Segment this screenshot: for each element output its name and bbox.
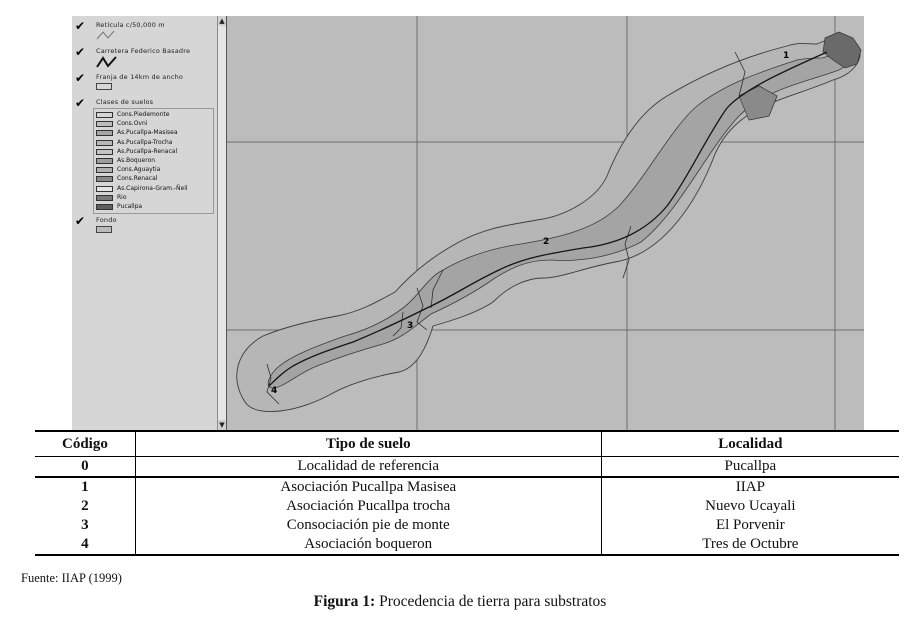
legend-scrollbar[interactable] [217, 16, 227, 430]
soil-class-item [96, 111, 216, 119]
cell-soil-type: Asociación Pucallpa trocha [135, 497, 601, 516]
soil-class-swatch [96, 140, 113, 146]
soil-class-item [96, 120, 216, 128]
cell-soil-type: Consociación pie de monte [135, 516, 601, 535]
soil-class-item [96, 139, 216, 147]
soil-class-swatch [96, 195, 113, 201]
cell-locality: IIAP [735, 479, 765, 495]
soil-class-item [96, 157, 216, 165]
cell-locality: El Porvenir [715, 517, 785, 533]
layer-name: Clases de suelos [96, 98, 154, 106]
soil-class-label: As.Boqueron [117, 157, 156, 164]
soil-class-swatch [96, 112, 113, 118]
layer-visibility-checkbox[interactable]: ✔ [75, 214, 86, 228]
figure-caption [0, 593, 920, 611]
scroll-up-arrow-icon[interactable]: ▲ [219, 17, 225, 25]
soil-class-label: As.Pucallpa-Masisea [117, 129, 178, 137]
table-header-row [35, 431, 899, 457]
layer-visibility-checkbox[interactable]: ✔ [75, 96, 86, 110]
gis-map-window [72, 16, 864, 430]
figure-label: Figura 1: [313, 593, 376, 610]
cell-soil-type: Asociación Pucallpa Masisea [135, 477, 601, 497]
road-line-symbol-icon [96, 56, 118, 68]
table-row [35, 516, 899, 535]
layer-name: Carretera Federico Basadre [96, 47, 191, 55]
layer-name: Franja de 14km de ancho [96, 73, 184, 81]
buffer-polygon-symbol-icon [96, 83, 112, 90]
map-canvas[interactable] [227, 16, 864, 430]
table-row [35, 535, 899, 555]
site-label-4: 4 [271, 386, 278, 396]
soil-class-swatch [96, 204, 113, 210]
soil-class-swatch [96, 149, 113, 155]
soil-class-label: Rio [117, 193, 127, 201]
table-row [35, 497, 899, 516]
soil-class-swatch [96, 176, 113, 182]
column-header-soil-type: Tipo de suelo [135, 431, 601, 457]
site-label-3: 3 [407, 321, 414, 331]
soil-class-swatch [96, 167, 113, 173]
cell-code: 4 [35, 535, 135, 555]
map-drawing [227, 16, 864, 430]
column-header-locality: Localidad [601, 431, 899, 457]
cell-soil-type: Localidad de referencia [135, 457, 601, 478]
cell-code: 2 [35, 497, 135, 516]
soil-class-item [96, 175, 216, 183]
soil-class-label: Cons.Aguaytia [117, 166, 161, 174]
soil-class-label: Cons.Piedemonte [117, 111, 170, 118]
layer-name: Fondo [96, 216, 117, 224]
layer-legend-panel [72, 16, 217, 430]
cell-locality: Nuevo Ucayali [705, 498, 796, 514]
soil-class-swatch [96, 158, 113, 164]
cell-code: 3 [35, 516, 135, 535]
figure-caption-text: Procedencia de tierra para substratos [375, 593, 607, 610]
soil-class-item [96, 203, 216, 211]
soil-class-label: Cons.Ovni [117, 120, 148, 128]
layer-visibility-checkbox[interactable]: ✔ [75, 71, 86, 85]
soil-class-label: Pucallpa [117, 203, 143, 210]
layer-visibility-checkbox[interactable]: ✔ [75, 19, 86, 33]
background-polygon-symbol-icon [96, 226, 112, 233]
soil-class-swatch [96, 186, 113, 192]
table-row-reference [35, 457, 899, 478]
table-row [35, 477, 899, 497]
soil-class-label: As.Capirona-Gram.-Ñeil [117, 184, 188, 192]
soil-class-item [96, 129, 216, 137]
soil-class-label: As.Pucallpa-Trocha [117, 138, 173, 146]
column-header-code: Código [35, 431, 135, 457]
soil-class-label: As.Pucallpa-Renacal [117, 147, 178, 155]
soil-class-item [96, 194, 216, 202]
soil-locality-table [35, 430, 899, 556]
cell-soil-type: Asociación boqueron [135, 535, 601, 555]
soil-class-label: Cons.Renacal [117, 175, 158, 183]
soil-class-swatch [96, 130, 113, 136]
site-label-2: 2 [543, 237, 550, 247]
scroll-down-arrow-icon[interactable]: ▼ [219, 421, 225, 429]
soil-class-item [96, 166, 216, 174]
source-note: Fuente: IIAP (1999) [21, 571, 122, 585]
layer-visibility-checkbox[interactable]: ✔ [75, 45, 86, 59]
soil-class-swatch [96, 121, 113, 127]
site-label-1: 1 [783, 51, 790, 61]
grid-line-symbol-icon [96, 30, 116, 40]
cell-code: 1 [35, 477, 135, 497]
soil-class-item [96, 148, 216, 156]
soil-class-item [96, 185, 216, 193]
cell-locality: Pucallpa [601, 457, 899, 478]
cell-code: 0 [35, 457, 135, 478]
layer-name: Retícula c/50,000 m [96, 21, 165, 29]
cell-locality: Tres de Octubre [601, 535, 899, 555]
